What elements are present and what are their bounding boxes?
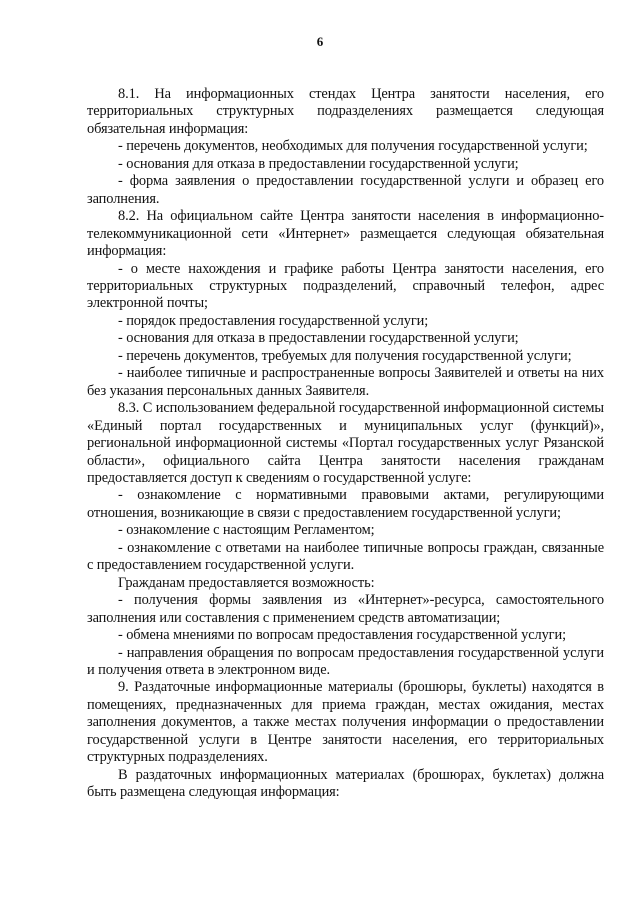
paragraph-handout-info: В раздаточных информационных материалах (брошюрах, буклетах) должна быть размещена следующая информация:	[87, 766, 604, 801]
list-item: - получения формы заявления из «Интернет»-ресурса, самостоятельного заполнения или составления с применением средств автоматизации;	[87, 592, 604, 626]
paragraph-8-1: 8.1. На информационных стендах Центра занятости населения, его территориальных структурных подразделениях размещается следующая обязательная информация:	[87, 86, 604, 137]
paragraph-8-2: 8.2. На официальном сайте Центра занятости населения в информационно-телекоммуникационной сети «Интернет» размещается следующая обязательная информация:	[87, 208, 604, 260]
list-item: - ознакомление с нормативными правовыми актами, регулирующими отношения, возникающие в связи с предоставлением государственной услуги;	[87, 487, 604, 521]
paragraph-citizens-opportunity: Гражданам предоставляется возможность:	[118, 574, 375, 591]
list-item: - основания для отказа в предоставлении государственной услуги;	[118, 330, 519, 347]
list-item: - наиболее типичные и распространенные вопросы Заявителей и ответы на них без указания персональных данных Заявителя.	[87, 365, 604, 399]
list-item: - форма заявления о предоставлении государственной услуги и образец его заполнения.	[87, 173, 604, 207]
page-number: 6	[316, 34, 324, 49]
document-body	[87, 86, 604, 802]
list-item: - о месте нахождения и графике работы Центра занятости населения, его территориальных структурных подразделений, справочный телефон, адрес электронной почты;	[87, 260, 604, 312]
list-item: - перечень документов, необходимых для получения государственной услуги;	[118, 138, 588, 155]
paragraph-9: 9. Раздаточные информационные материалы (брошюры, буклеты) находятся в помещениях, предназначенных для приема граждан, местах ожидания, местах заполнения документов, а также местах получения информации о предоставлении государственной услуги в Центре занятости населения, его территориальных структурных подразделениях.	[87, 679, 604, 766]
list-item: - обмена мнениями по вопросам предоставления государственной услуги;	[118, 627, 566, 644]
list-item: - порядок предоставления государственной услуги;	[118, 312, 429, 329]
list-item: - основания для отказа в предоставлении государственной услуги;	[118, 155, 519, 172]
paragraph-8-3: 8.3. С использованием федеральной государственной информационной системы «Единый портал государственных и муниципальных услуг (функций)», региональной информационной системы «Портал государственных услуг Рязанской области», официального сайта Центра занятости населения гражданам предоставляется доступ к сведениям о государственной услуге:	[87, 400, 604, 486]
list-item: - перечень документов, требуемых для получения государственной услуги;	[118, 347, 572, 364]
list-item: - ознакомление с настоящим Регламентом;	[118, 522, 375, 539]
list-item: - ознакомление с ответами на наиболее типичные вопросы граждан, связанные с предоставлением государственной услуги.	[87, 539, 604, 574]
list-item: - направления обращения по вопросам предоставления государственной услуги и получения ответа в электронном виде.	[87, 644, 604, 678]
